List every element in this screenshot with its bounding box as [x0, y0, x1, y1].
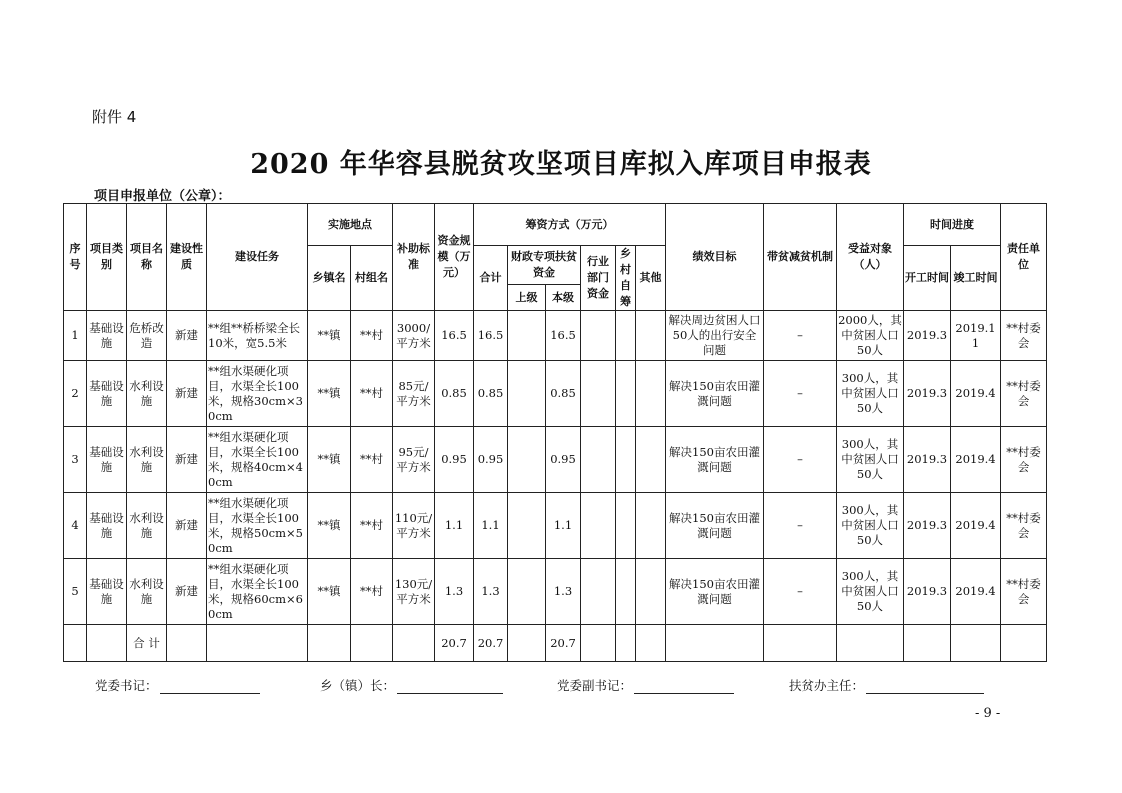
cell-mechanism: – [764, 427, 837, 493]
header-upper: 上级 [508, 285, 546, 311]
summary-scale: 20.7 [435, 625, 474, 662]
signature-poverty-office [789, 676, 984, 694]
summary-cell [87, 625, 127, 662]
cell-goal: 解决150亩农田灌溉问题 [666, 427, 764, 493]
header-scale: 资金规模（万元） [435, 204, 474, 311]
page-title: 2020 年华容县脱贫攻坚项目库拟入库项目申报表 [250, 149, 872, 180]
page-number: - 9 - [975, 706, 1001, 721]
signature-label: 乡（镇）长： [320, 678, 396, 693]
signature-deputy-secretary [557, 676, 734, 694]
header-self: 乡村自筹 [616, 246, 636, 311]
cell-subsidy: 3000/平方米 [393, 311, 435, 361]
cell-task: **组水渠硬化项目，水渠全长100米，规格50cm×50cm [207, 493, 308, 559]
cell-start: 2019.3 [904, 427, 951, 493]
cell-end: 2019.4 [951, 559, 1001, 625]
cell-mechanism: – [764, 493, 837, 559]
cell-other [636, 427, 666, 493]
project-table [63, 203, 1047, 662]
header-location: 实施地点 [308, 204, 393, 246]
summary-cell [666, 625, 764, 662]
cell-scale: 0.85 [435, 361, 474, 427]
header-industry: 行业部门资金 [581, 246, 616, 311]
cell-beneficiary: 300人，其中贫困人口50人 [837, 361, 904, 427]
cell-mechanism: – [764, 361, 837, 427]
cell-township: **镇 [308, 559, 351, 625]
cell-end: 2019.4 [951, 427, 1001, 493]
summary-cell [393, 625, 435, 662]
cell-resp: **村委会 [1001, 493, 1047, 559]
table-row [64, 559, 1047, 625]
cell-local: 1.1 [546, 493, 581, 559]
cell-upper [508, 493, 546, 559]
cell-goal: 解决周边贫困人口50人的出行安全问题 [666, 311, 764, 361]
summary-cell [508, 625, 546, 662]
cell-other [636, 361, 666, 427]
cell-total: 1.1 [474, 493, 508, 559]
summary-cell [308, 625, 351, 662]
signature-party-secretary [95, 676, 260, 694]
cell-subsidy: 95元/平方米 [393, 427, 435, 493]
cell-village: **村 [351, 361, 393, 427]
table-row [64, 311, 1047, 361]
cell-industry [581, 493, 616, 559]
cell-seq: 2 [64, 361, 87, 427]
cell-beneficiary: 300人，其中贫困人口50人 [837, 493, 904, 559]
header-funding: 筹资方式（万元） [474, 204, 666, 246]
cell-subsidy: 110元/平方米 [393, 493, 435, 559]
cell-resp: **村委会 [1001, 361, 1047, 427]
cell-beneficiary: 300人，其中贫困人口50人 [837, 559, 904, 625]
cell-scale: 1.1 [435, 493, 474, 559]
cell-start: 2019.3 [904, 361, 951, 427]
cell-resp: **村委会 [1001, 427, 1047, 493]
summary-cell [764, 625, 837, 662]
cell-self [616, 493, 636, 559]
cell-village: **村 [351, 559, 393, 625]
cell-goal: 解决150亩农田灌溉问题 [666, 559, 764, 625]
cell-upper [508, 559, 546, 625]
cell-start: 2019.3 [904, 311, 951, 361]
cell-industry [581, 361, 616, 427]
cell-mechanism: – [764, 559, 837, 625]
cell-task: **组水渠硬化项目，水渠全长100米，规格30cm×30cm [207, 361, 308, 427]
cell-seq: 1 [64, 311, 87, 361]
cell-name: 水利设施 [127, 493, 167, 559]
cell-name: 水利设施 [127, 361, 167, 427]
header-local: 本级 [546, 285, 581, 311]
cell-village: **村 [351, 493, 393, 559]
header-category: 项目类别 [87, 204, 127, 311]
cell-category: 基础设施 [87, 361, 127, 427]
table-header [64, 204, 1047, 311]
cell-beneficiary: 2000人，其中贫困人口50人 [837, 311, 904, 361]
header-other: 其他 [636, 246, 666, 311]
summary-total: 20.7 [474, 625, 508, 662]
cell-scale: 16.5 [435, 311, 474, 361]
summary-cell [167, 625, 207, 662]
cell-nature: 新建 [167, 493, 207, 559]
table-row [64, 493, 1047, 559]
cell-township: **镇 [308, 311, 351, 361]
header-start: 开工时间 [904, 246, 951, 311]
cell-task: **组水渠硬化项目，水渠全长100米，规格60cm×60cm [207, 559, 308, 625]
cell-goal: 解决150亩农田灌溉问题 [666, 493, 764, 559]
cell-other [636, 311, 666, 361]
cell-village: **村 [351, 427, 393, 493]
cell-seq: 3 [64, 427, 87, 493]
cell-category: 基础设施 [87, 559, 127, 625]
cell-other [636, 559, 666, 625]
summary-cell [636, 625, 666, 662]
unit-label: 项目申报单位（公章）： [94, 189, 231, 204]
table-summary [64, 625, 1047, 662]
cell-scale: 1.3 [435, 559, 474, 625]
header-fiscal: 财政专项扶贫资金 [508, 246, 581, 285]
cell-start: 2019.3 [904, 559, 951, 625]
cell-name: 水利设施 [127, 427, 167, 493]
cell-resp: **村委会 [1001, 559, 1047, 625]
signature-township-head [320, 676, 503, 694]
signature-label: 扶贫办主任： [789, 678, 865, 693]
header-seq: 序号 [64, 204, 87, 311]
header-goal: 绩效目标 [666, 204, 764, 311]
cell-upper [508, 427, 546, 493]
cell-local: 16.5 [546, 311, 581, 361]
cell-self [616, 559, 636, 625]
summary-cell [581, 625, 616, 662]
header-nature: 建设性质 [167, 204, 207, 311]
cell-name: 水利设施 [127, 559, 167, 625]
summary-cell [951, 625, 1001, 662]
cell-start: 2019.3 [904, 493, 951, 559]
cell-name: 危桥改造 [127, 311, 167, 361]
header-end: 竣工时间 [951, 246, 1001, 311]
header-subsidy: 补助标准 [393, 204, 435, 311]
cell-total: 0.95 [474, 427, 508, 493]
cell-beneficiary: 300人，其中贫困人口50人 [837, 427, 904, 493]
cell-seq: 5 [64, 559, 87, 625]
signature-line [634, 679, 734, 694]
cell-nature: 新建 [167, 361, 207, 427]
cell-self [616, 427, 636, 493]
cell-nature: 新建 [167, 311, 207, 361]
cell-total: 0.85 [474, 361, 508, 427]
cell-township: **镇 [308, 427, 351, 493]
cell-end: 2019.11 [951, 311, 1001, 361]
table-body [64, 311, 1047, 625]
cell-upper [508, 361, 546, 427]
summary-cell [904, 625, 951, 662]
cell-subsidy: 85元/平方米 [393, 361, 435, 427]
header-task: 建设任务 [207, 204, 308, 311]
summary-label: 合 计 [127, 625, 167, 662]
signature-label: 党委副书记： [557, 678, 633, 693]
header-schedule: 时间进度 [904, 204, 1001, 246]
signature-line [866, 679, 984, 694]
header-resp: 责任单位 [1001, 204, 1047, 311]
attachment-label: 附件 4 [92, 108, 137, 126]
cell-industry [581, 311, 616, 361]
signature-line [397, 679, 503, 694]
cell-category: 基础设施 [87, 427, 127, 493]
cell-total: 16.5 [474, 311, 508, 361]
summary-cell [616, 625, 636, 662]
header-township: 乡镇名 [308, 246, 351, 311]
summary-cell [64, 625, 87, 662]
cell-task: **组**桥桥梁全长10米，宽5.5米 [207, 311, 308, 361]
signature-label: 党委书记： [95, 678, 158, 693]
cell-end: 2019.4 [951, 493, 1001, 559]
cell-goal: 解决150亩农田灌溉问题 [666, 361, 764, 427]
cell-local: 0.85 [546, 361, 581, 427]
header-total: 合计 [474, 246, 508, 311]
header-mechanism: 带贫减贫机制 [764, 204, 837, 311]
cell-mechanism: – [764, 311, 837, 361]
cell-local: 1.3 [546, 559, 581, 625]
cell-upper [508, 311, 546, 361]
cell-nature: 新建 [167, 427, 207, 493]
cell-industry [581, 559, 616, 625]
cell-township: **镇 [308, 361, 351, 427]
cell-seq: 4 [64, 493, 87, 559]
cell-village: **村 [351, 311, 393, 361]
cell-self [616, 311, 636, 361]
header-village: 村组名 [351, 246, 393, 311]
cell-task: **组水渠硬化项目，水渠全长100米，规格40cm×40cm [207, 427, 308, 493]
signature-line [160, 679, 260, 694]
header-beneficiary: 受益对象（人） [837, 204, 904, 311]
cell-local: 0.95 [546, 427, 581, 493]
cell-category: 基础设施 [87, 311, 127, 361]
summary-cell [207, 625, 308, 662]
cell-category: 基础设施 [87, 493, 127, 559]
cell-other [636, 493, 666, 559]
summary-cell [837, 625, 904, 662]
cell-end: 2019.4 [951, 361, 1001, 427]
cell-resp: **村委会 [1001, 311, 1047, 361]
cell-subsidy: 130元/平方米 [393, 559, 435, 625]
summary-local: 20.7 [546, 625, 581, 662]
table-row [64, 427, 1047, 493]
cell-township: **镇 [308, 493, 351, 559]
cell-scale: 0.95 [435, 427, 474, 493]
summary-cell [351, 625, 393, 662]
cell-industry [581, 427, 616, 493]
summary-cell [1001, 625, 1047, 662]
header-name: 项目名称 [127, 204, 167, 311]
cell-self [616, 361, 636, 427]
table-row [64, 361, 1047, 427]
cell-nature: 新建 [167, 559, 207, 625]
cell-total: 1.3 [474, 559, 508, 625]
